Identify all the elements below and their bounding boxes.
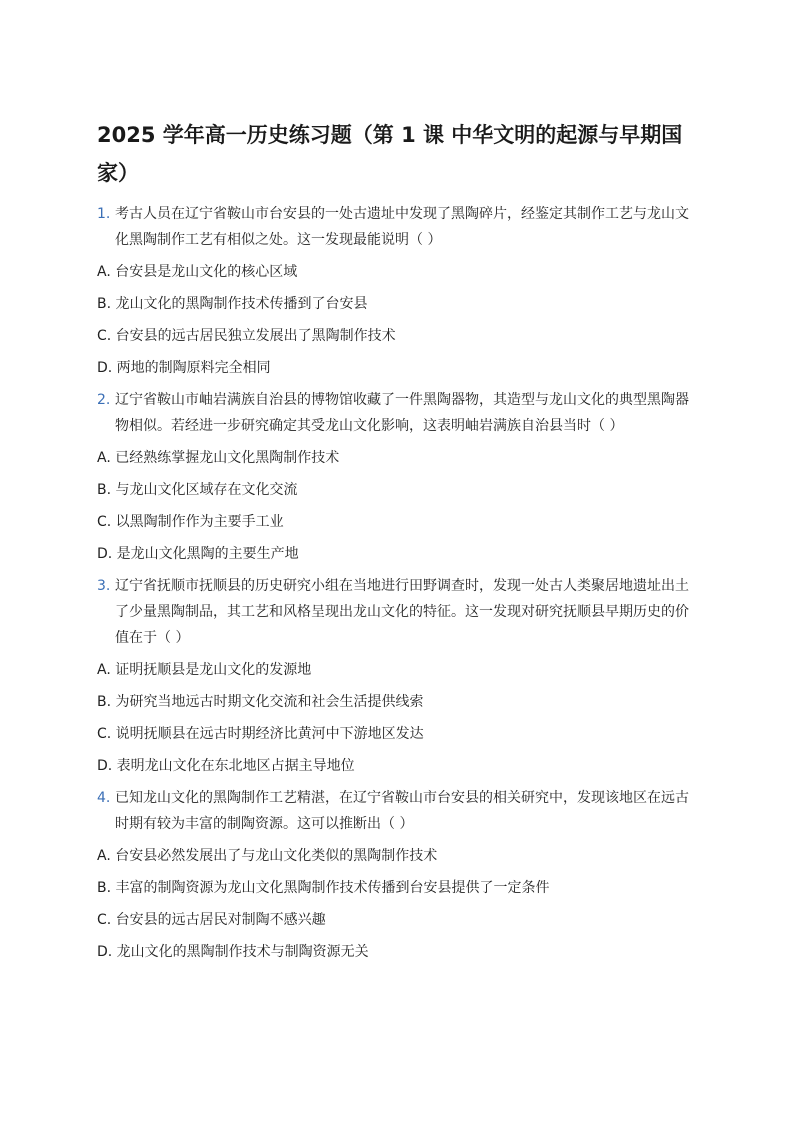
question-2-stem <box>97 387 702 439</box>
question-text: 辽宁省鞍山市岫岩满族自治县的博物馆收藏了一件黑陶器物，其造型与龙山文化的典型黑陶器物相似。若经进一步研究确定其受龙山文化影响，这表明岫岩满族自治县当时（ ） <box>115 392 689 434</box>
question-text: 已知龙山文化的黑陶制作工艺精湛，在辽宁省鞍山市台安县的相关研究中，发现该地区在远古时期有较为丰富的制陶资源。这可以推断出（ ） <box>115 790 689 832</box>
question-number: 2. <box>97 392 111 408</box>
question-1-option-a: A. 台安县是龙山文化的核心区域 <box>97 264 298 280</box>
question-3-option-c: C. 说明抚顺县在远古时期经济比黄河中下游地区发达 <box>97 726 424 742</box>
question-3-stem <box>97 573 702 651</box>
question-4-option-d: D. 龙山文化的黑陶制作技术与制陶资源无关 <box>97 944 369 960</box>
question-number: 3. <box>97 578 111 594</box>
question-text: 考古人员在辽宁省鞍山市台安县的一处古遗址中发现了黑陶碎片，经鉴定其制作工艺与龙山文化黑陶制作工艺有相似之处。这一发现最能说明（ ） <box>115 206 689 248</box>
question-1-option-b: B. 龙山文化的黑陶制作技术传播到了台安县 <box>97 296 368 312</box>
question-list <box>97 201 702 971</box>
question-1-option-d: D. 两地的制陶原料完全相同 <box>97 360 271 376</box>
question-1-stem <box>97 201 702 253</box>
question-2-option-d: D. 是龙山文化黑陶的主要生产地 <box>97 546 299 562</box>
question-4-option-b: B. 丰富的制陶资源为龙山文化黑陶制作技术传播到台安县提供了一定条件 <box>97 880 550 896</box>
question-2-option-c: C. 以黑陶制作作为主要手工业 <box>97 514 284 530</box>
question-text: 辽宁省抚顺市抚顺县的历史研究小组在当地进行田野调查时，发现一处古人类聚居地遗址出土了少量黑陶制品，其工艺和风格呈现出龙山文化的特征。这一发现对研究抚顺县早期历史的价值在于（ ） <box>115 578 689 646</box>
question-1-option-c: C. 台安县的远古居民独立发展出了黑陶制作技术 <box>97 328 396 344</box>
question-3-option-a: A. 证明抚顺县是龙山文化的发源地 <box>97 662 312 678</box>
question-number: 4. <box>97 790 111 806</box>
question-number: 1. <box>97 206 111 222</box>
question-4-option-a: A. 台安县必然发展出了与龙山文化类似的黑陶制作技术 <box>97 848 438 864</box>
question-4-stem <box>97 785 702 837</box>
question-3-option-d: D. 表明龙山文化在东北地区占据主导地位 <box>97 758 355 774</box>
page-title: 2025 学年高一历史练习题（第 1 课 中华文明的起源与早期国家） <box>97 123 683 185</box>
question-2-option-b: B. 与龙山文化区域存在文化交流 <box>97 482 298 498</box>
question-4-option-c: C. 台安县的远古居民对制陶不感兴趣 <box>97 912 326 928</box>
question-2-option-a: A. 已经熟练掌握龙山文化黑陶制作技术 <box>97 450 340 466</box>
question-3-option-b: B. 为研究当地远古时期文化交流和社会生活提供线索 <box>97 694 424 710</box>
